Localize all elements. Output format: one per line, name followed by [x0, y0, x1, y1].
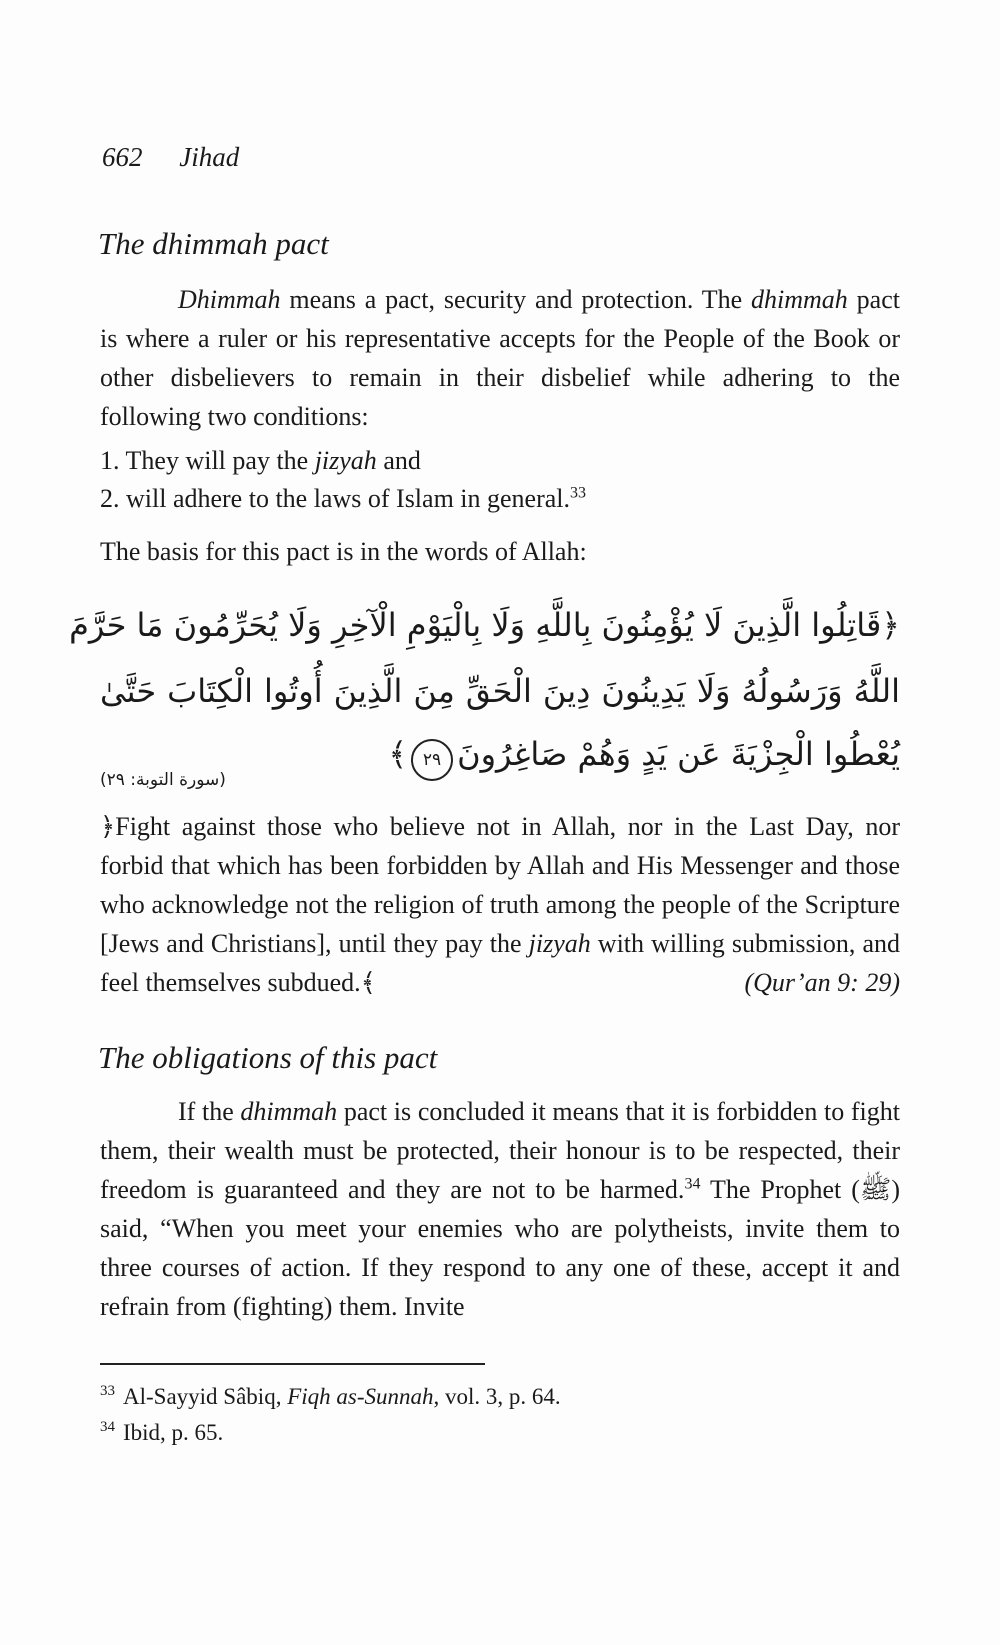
ornate-bracket: ﴿: [100, 812, 116, 841]
footnote-divider: [100, 1363, 485, 1365]
ornate-bracket: ﴾: [360, 968, 376, 997]
term-jizyah: jizyah: [314, 446, 377, 475]
text-run: and: [376, 446, 421, 475]
list-item: [100, 446, 421, 476]
running-title: Jihad: [179, 142, 240, 172]
arabic-verse-line-1: ﴿قَاتِلُوا الَّذِينَ لَا يُؤْمِنُونَ بِاللَّهِ وَلَا بِالْيَوْمِ الْآخِرِ وَلَا يُحَرِّمُونَ مَا حَرَّمَ: [69, 606, 900, 644]
text-run: The Prophet (ﷺ) said, “When you meet your enemies who are polytheists, invite them to three courses of action. If they respond to any one of these, accept it and refrain from (fighting) them. Invite: [100, 1175, 900, 1321]
section-title-dhimmah-pact: The dhimmah pact: [98, 226, 329, 261]
sura-reference: (سورة التوبة: ٢٩): [100, 770, 226, 790]
footnote-33: [100, 1384, 561, 1410]
term-dhimmah: dhimmah: [751, 285, 848, 314]
paragraph-obligations: [100, 1092, 900, 1326]
text-run: pact is concluded it means that it is forbidden to fight them, their wealth must be protected, their honour is to be respected, their freedom is guaranteed and they are not to be harmed.: [100, 1097, 900, 1204]
page-number: 662: [102, 142, 143, 172]
running-header: [102, 142, 239, 173]
list-item: [100, 484, 586, 514]
verse-number-marker: ٢٩: [411, 739, 453, 781]
text-run: 1. They will pay the: [100, 446, 315, 475]
term-jizyah: jizyah: [528, 929, 591, 958]
footnote-ref-34: 34: [684, 1175, 701, 1193]
arabic-text: يُعْطُوا الْجِزْيَةَ عَن يَدٍ وَهُمْ صَاغِرُونَ: [457, 735, 900, 773]
text-run: If the: [178, 1097, 241, 1126]
text-run: means a pact, security and protection. The: [280, 285, 752, 314]
footnote-34: [100, 1420, 223, 1446]
term-dhimmah: dhimmah: [240, 1097, 338, 1126]
footnote-number: 34: [100, 1419, 115, 1436]
text-run: pact is where a ruler or his representative accepts for the People of the Book or other disbelievers to remain in their disbelief while adhering to the following two conditions:: [100, 285, 900, 431]
ornate-bracket: ﴾: [388, 735, 408, 773]
text-run: with willing submission, and feel themselves subdued.: [100, 929, 900, 997]
verse-translation: [100, 807, 900, 1002]
basis-sentence: The basis for this pact is in the words of Allah:: [100, 537, 587, 566]
paragraph-dhimmah-definition: [100, 280, 900, 436]
book-title: Fiqh as-Sunnah: [287, 1384, 434, 1409]
footnote-number: 33: [100, 1383, 115, 1400]
text-run: Al-Sayyid Sâbiq,: [123, 1384, 288, 1409]
term-dhimmah: Dhimmah: [178, 285, 281, 314]
footnote-ref-33: 33: [570, 484, 587, 502]
arabic-verse-line-3: [285, 735, 900, 781]
text-run: Fight against those who believe not in Allah, nor in the Last Day, nor forbid that which has been forbidden by Allah and His Messenger and those who acknowledge not the religion of truth among the people of the Scripture [Jews and Christians], until they pay the: [100, 812, 900, 958]
text-run: 2. will adhere to the laws of Islam in general.: [100, 484, 571, 513]
section-title-obligations: The obligations of this pact: [98, 1040, 438, 1075]
arabic-verse-line-2: اللَّهُ وَرَسُولُهُ وَلَا يَدِينُونَ دِينَ الْحَقِّ مِنَ الَّذِينَ أُوتُوا الْكِتَابَ حَتَّىٰ: [100, 672, 900, 710]
text-run: Ibid, p. 65.: [123, 1420, 224, 1445]
text-run: , vol. 3, p. 64.: [433, 1384, 561, 1409]
quran-reference: (Qur’an 9: 29): [744, 968, 900, 997]
